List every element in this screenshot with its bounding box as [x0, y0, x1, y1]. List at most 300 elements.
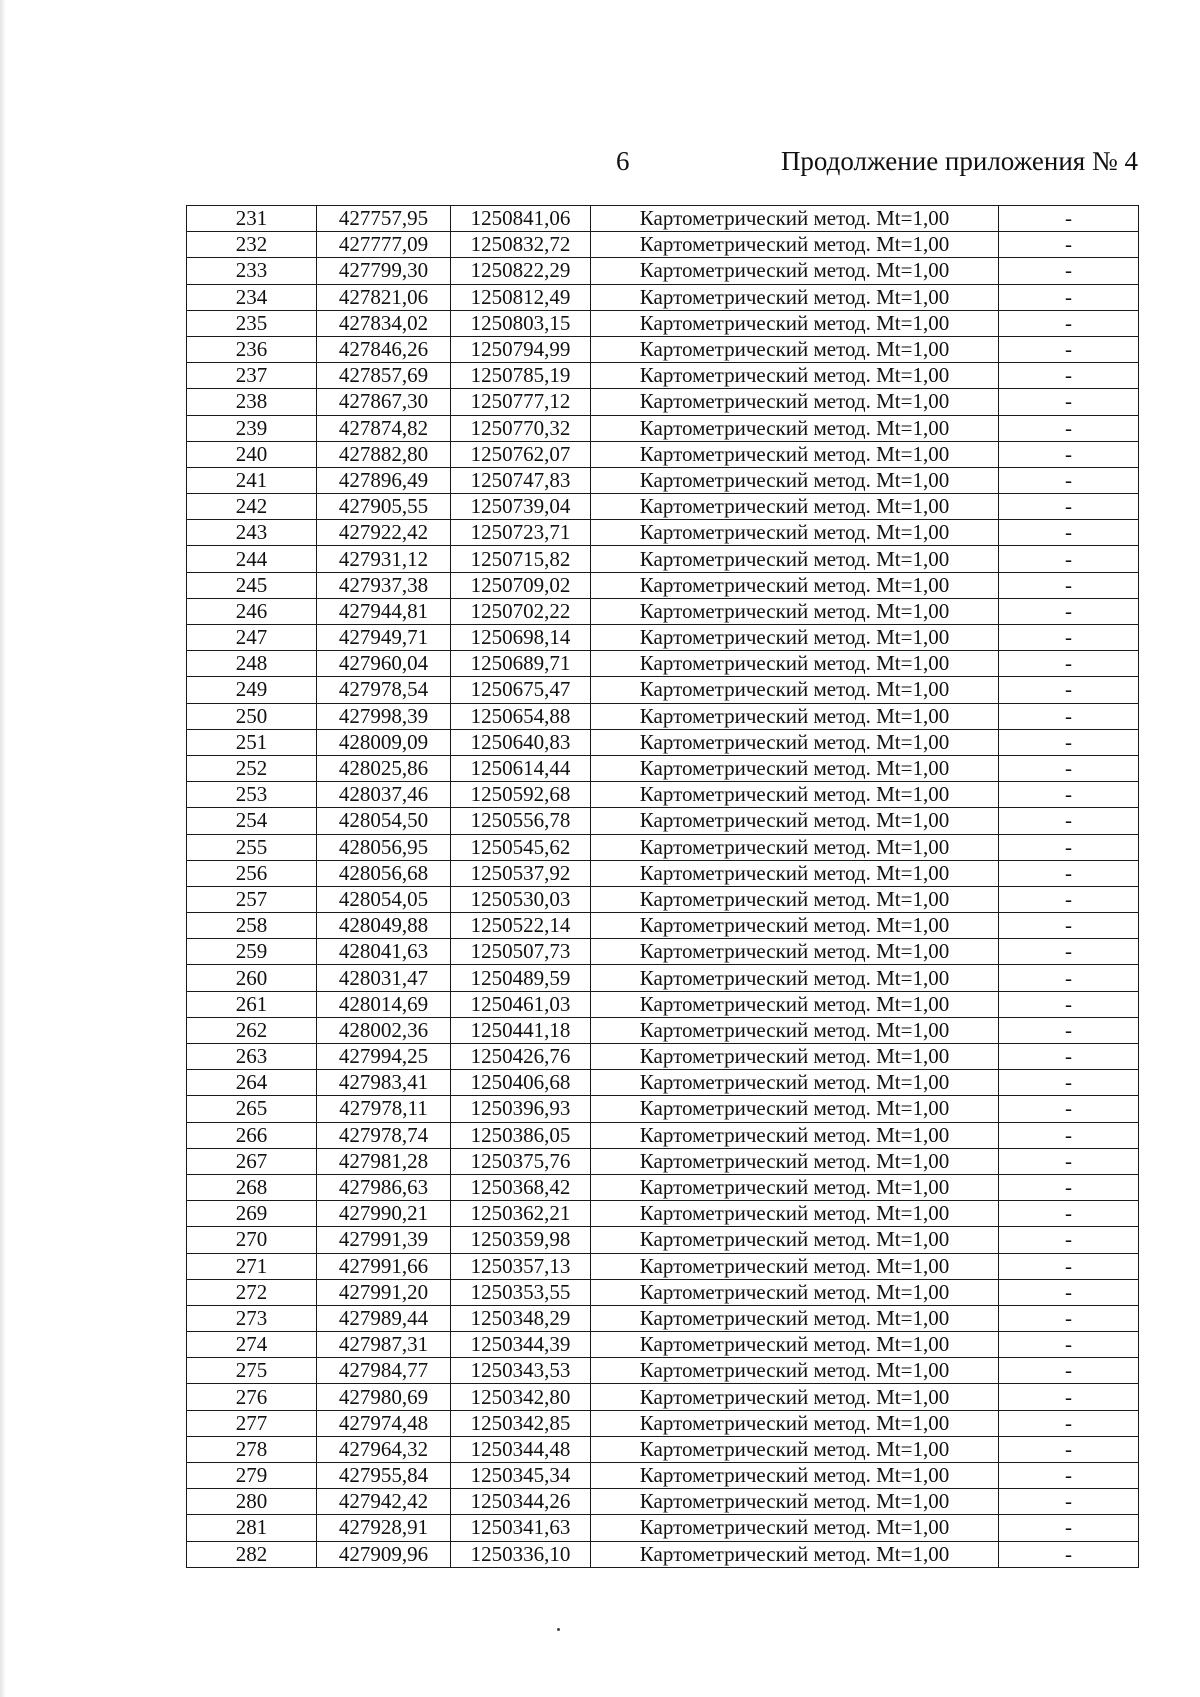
point-number-cell: 246 — [187, 598, 317, 624]
method-cell: Картометрический метод. Mt=1,00 — [591, 310, 999, 336]
point-number-cell: 278 — [187, 1436, 317, 1462]
table-row — [187, 965, 1139, 991]
error-cell: - — [999, 677, 1139, 703]
point-number-cell: 265 — [187, 1096, 317, 1122]
method-cell: Картометрический метод. Mt=1,00 — [591, 1410, 999, 1436]
point-number-cell: 236 — [187, 336, 317, 362]
y-coordinate-cell: 1250489,59 — [451, 965, 591, 991]
y-coordinate-cell: 1250785,19 — [451, 363, 591, 389]
y-coordinate-cell: 1250461,03 — [451, 991, 591, 1017]
point-number-cell: 266 — [187, 1122, 317, 1148]
table-row — [187, 1410, 1139, 1436]
method-cell: Картометрический метод. Mt=1,00 — [591, 1384, 999, 1410]
error-cell: - — [999, 1148, 1139, 1174]
table-row — [187, 1384, 1139, 1410]
x-coordinate-cell: 428054,50 — [317, 808, 451, 834]
point-number-cell: 253 — [187, 782, 317, 808]
y-coordinate-cell: 1250357,13 — [451, 1253, 591, 1279]
method-cell: Картометрический метод. Mt=1,00 — [591, 651, 999, 677]
x-coordinate-cell: 427978,11 — [317, 1096, 451, 1122]
point-number-cell: 258 — [187, 913, 317, 939]
x-coordinate-cell: 427991,66 — [317, 1253, 451, 1279]
x-coordinate-cell: 428014,69 — [317, 991, 451, 1017]
point-number-cell: 239 — [187, 415, 317, 441]
table-row — [187, 1017, 1139, 1043]
table-row — [187, 1253, 1139, 1279]
y-coordinate-cell: 1250522,14 — [451, 913, 591, 939]
method-cell: Картометрический метод. Mt=1,00 — [591, 1305, 999, 1331]
method-cell: Картометрический метод. Mt=1,00 — [591, 441, 999, 467]
y-coordinate-cell: 1250640,83 — [451, 729, 591, 755]
y-coordinate-cell: 1250794,99 — [451, 336, 591, 362]
error-cell: - — [999, 1201, 1139, 1227]
point-number-cell: 240 — [187, 441, 317, 467]
point-number-cell: 241 — [187, 467, 317, 493]
error-cell: - — [999, 1332, 1139, 1358]
method-cell: Картометрический метод. Mt=1,00 — [591, 1541, 999, 1567]
error-cell: - — [999, 1044, 1139, 1070]
table-row — [187, 206, 1139, 232]
method-cell: Картометрический метод. Mt=1,00 — [591, 939, 999, 965]
table-row — [187, 520, 1139, 546]
error-cell: - — [999, 1410, 1139, 1436]
error-cell: - — [999, 467, 1139, 493]
x-coordinate-cell: 428049,88 — [317, 913, 451, 939]
error-cell: - — [999, 389, 1139, 415]
error-cell: - — [999, 1358, 1139, 1384]
error-cell: - — [999, 415, 1139, 441]
error-cell: - — [999, 284, 1139, 310]
y-coordinate-cell: 1250342,80 — [451, 1384, 591, 1410]
x-coordinate-cell: 427989,44 — [317, 1305, 451, 1331]
error-cell: - — [999, 965, 1139, 991]
y-coordinate-cell: 1250777,12 — [451, 389, 591, 415]
method-cell: Картометрический метод. Mt=1,00 — [591, 965, 999, 991]
table-row — [187, 415, 1139, 441]
error-cell: - — [999, 991, 1139, 1017]
point-number-cell: 269 — [187, 1201, 317, 1227]
y-coordinate-cell: 1250344,48 — [451, 1436, 591, 1462]
point-number-cell: 267 — [187, 1148, 317, 1174]
point-number-cell: 262 — [187, 1017, 317, 1043]
point-number-cell: 270 — [187, 1227, 317, 1253]
point-number-cell: 260 — [187, 965, 317, 991]
method-cell: Картометрический метод. Mt=1,00 — [591, 625, 999, 651]
method-cell: Картометрический метод. Mt=1,00 — [591, 546, 999, 572]
x-coordinate-cell: 427882,80 — [317, 441, 451, 467]
error-cell: - — [999, 1384, 1139, 1410]
method-cell: Картометрический метод. Mt=1,00 — [591, 1358, 999, 1384]
y-coordinate-cell: 1250345,34 — [451, 1463, 591, 1489]
method-cell: Картометрический метод. Mt=1,00 — [591, 1070, 999, 1096]
table-row — [187, 1044, 1139, 1070]
error-cell: - — [999, 1436, 1139, 1462]
table-row — [187, 729, 1139, 755]
method-cell: Картометрический метод. Mt=1,00 — [591, 886, 999, 912]
y-coordinate-cell: 1250556,78 — [451, 808, 591, 834]
method-cell: Картометрический метод. Mt=1,00 — [591, 860, 999, 886]
table-row — [187, 467, 1139, 493]
y-coordinate-cell: 1250675,47 — [451, 677, 591, 703]
x-coordinate-cell: 427990,21 — [317, 1201, 451, 1227]
y-coordinate-cell: 1250762,07 — [451, 441, 591, 467]
table-row — [187, 860, 1139, 886]
x-coordinate-cell: 427942,42 — [317, 1489, 451, 1515]
y-coordinate-cell: 1250342,85 — [451, 1410, 591, 1436]
y-coordinate-cell: 1250386,05 — [451, 1122, 591, 1148]
y-coordinate-cell: 1250336,10 — [451, 1541, 591, 1567]
point-number-cell: 256 — [187, 860, 317, 886]
table-row — [187, 1174, 1139, 1200]
error-cell: - — [999, 703, 1139, 729]
coordinates-table — [186, 205, 1139, 1568]
y-coordinate-cell: 1250344,39 — [451, 1332, 591, 1358]
error-cell: - — [999, 232, 1139, 258]
y-coordinate-cell: 1250343,53 — [451, 1358, 591, 1384]
error-cell: - — [999, 1489, 1139, 1515]
x-coordinate-cell: 427757,95 — [317, 206, 451, 232]
x-coordinate-cell: 427994,25 — [317, 1044, 451, 1070]
y-coordinate-cell: 1250709,02 — [451, 572, 591, 598]
y-coordinate-cell: 1250803,15 — [451, 310, 591, 336]
table-row — [187, 310, 1139, 336]
point-number-cell: 249 — [187, 677, 317, 703]
y-coordinate-cell: 1250344,26 — [451, 1489, 591, 1515]
y-coordinate-cell: 1250545,62 — [451, 834, 591, 860]
method-cell: Картометрический метод. Mt=1,00 — [591, 1096, 999, 1122]
point-number-cell: 271 — [187, 1253, 317, 1279]
x-coordinate-cell: 427922,42 — [317, 520, 451, 546]
y-coordinate-cell: 1250841,06 — [451, 206, 591, 232]
error-cell: - — [999, 520, 1139, 546]
table-row — [187, 284, 1139, 310]
point-number-cell: 242 — [187, 494, 317, 520]
table-row — [187, 1070, 1139, 1096]
error-cell: - — [999, 1515, 1139, 1541]
table-row — [187, 1489, 1139, 1515]
point-number-cell: 244 — [187, 546, 317, 572]
method-cell: Картометрический метод. Mt=1,00 — [591, 520, 999, 546]
error-cell: - — [999, 886, 1139, 912]
table-row — [187, 441, 1139, 467]
x-coordinate-cell: 428002,36 — [317, 1017, 451, 1043]
error-cell: - — [999, 1096, 1139, 1122]
x-coordinate-cell: 427960,04 — [317, 651, 451, 677]
point-number-cell: 263 — [187, 1044, 317, 1070]
y-coordinate-cell: 1250530,03 — [451, 886, 591, 912]
method-cell: Картометрический метод. Mt=1,00 — [591, 206, 999, 232]
table-row — [187, 1515, 1139, 1541]
x-coordinate-cell: 427928,91 — [317, 1515, 451, 1541]
point-number-cell: 231 — [187, 206, 317, 232]
point-number-cell: 237 — [187, 363, 317, 389]
table-row — [187, 572, 1139, 598]
error-cell: - — [999, 1227, 1139, 1253]
x-coordinate-cell: 428031,47 — [317, 965, 451, 991]
method-cell: Картометрический метод. Mt=1,00 — [591, 598, 999, 624]
page-caption: Продолжение приложения № 4 — [780, 146, 1138, 176]
error-cell: - — [999, 258, 1139, 284]
y-coordinate-cell: 1250715,82 — [451, 546, 591, 572]
error-cell: - — [999, 363, 1139, 389]
x-coordinate-cell: 427821,06 — [317, 284, 451, 310]
method-cell: Картометрический метод. Mt=1,00 — [591, 782, 999, 808]
error-cell: - — [999, 598, 1139, 624]
x-coordinate-cell: 428056,95 — [317, 834, 451, 860]
table-row — [187, 703, 1139, 729]
error-cell: - — [999, 1541, 1139, 1567]
error-cell: - — [999, 572, 1139, 598]
table-row — [187, 258, 1139, 284]
y-coordinate-cell: 1250537,92 — [451, 860, 591, 886]
error-cell: - — [999, 494, 1139, 520]
table-row — [187, 677, 1139, 703]
error-cell: - — [999, 206, 1139, 232]
method-cell: Картометрический метод. Mt=1,00 — [591, 1279, 999, 1305]
method-cell: Картометрический метод. Mt=1,00 — [591, 572, 999, 598]
y-coordinate-cell: 1250747,83 — [451, 467, 591, 493]
error-cell: - — [999, 1463, 1139, 1489]
method-cell: Картометрический метод. Mt=1,00 — [591, 913, 999, 939]
y-coordinate-cell: 1250822,29 — [451, 258, 591, 284]
y-coordinate-cell: 1250406,68 — [451, 1070, 591, 1096]
method-cell: Картометрический метод. Mt=1,00 — [591, 1463, 999, 1489]
error-cell: - — [999, 310, 1139, 336]
y-coordinate-cell: 1250592,68 — [451, 782, 591, 808]
scan-edge-shadow — [0, 0, 6, 1697]
point-number-cell: 248 — [187, 651, 317, 677]
point-number-cell: 273 — [187, 1305, 317, 1331]
point-number-cell: 274 — [187, 1332, 317, 1358]
y-coordinate-cell: 1250689,71 — [451, 651, 591, 677]
x-coordinate-cell: 427984,77 — [317, 1358, 451, 1384]
point-number-cell: 276 — [187, 1384, 317, 1410]
error-cell: - — [999, 651, 1139, 677]
error-cell: - — [999, 1017, 1139, 1043]
method-cell: Картометрический метод. Mt=1,00 — [591, 1122, 999, 1148]
method-cell: Картометрический метод. Mt=1,00 — [591, 258, 999, 284]
method-cell: Картометрический метод. Mt=1,00 — [591, 389, 999, 415]
table-row — [187, 1201, 1139, 1227]
x-coordinate-cell: 428037,46 — [317, 782, 451, 808]
method-cell: Картометрический метод. Mt=1,00 — [591, 808, 999, 834]
point-number-cell: 245 — [187, 572, 317, 598]
table-row — [187, 494, 1139, 520]
y-coordinate-cell: 1250614,44 — [451, 755, 591, 781]
point-number-cell: 257 — [187, 886, 317, 912]
error-cell: - — [999, 1305, 1139, 1331]
table-row — [187, 1332, 1139, 1358]
x-coordinate-cell: 427905,55 — [317, 494, 451, 520]
x-coordinate-cell: 428041,63 — [317, 939, 451, 965]
error-cell: - — [999, 808, 1139, 834]
method-cell: Картометрический метод. Mt=1,00 — [591, 677, 999, 703]
method-cell: Картометрический метод. Mt=1,00 — [591, 1332, 999, 1358]
table-row — [187, 336, 1139, 362]
y-coordinate-cell: 1250770,32 — [451, 415, 591, 441]
x-coordinate-cell: 427991,39 — [317, 1227, 451, 1253]
y-coordinate-cell: 1250723,71 — [451, 520, 591, 546]
table-row — [187, 232, 1139, 258]
method-cell: Картометрический метод. Mt=1,00 — [591, 1253, 999, 1279]
table-row — [187, 1436, 1139, 1462]
x-coordinate-cell: 427799,30 — [317, 258, 451, 284]
method-cell: Картометрический метод. Mt=1,00 — [591, 1436, 999, 1462]
x-coordinate-cell: 427834,02 — [317, 310, 451, 336]
y-coordinate-cell: 1250353,55 — [451, 1279, 591, 1305]
x-coordinate-cell: 427955,84 — [317, 1463, 451, 1489]
table-row — [187, 1541, 1139, 1567]
x-coordinate-cell: 427857,69 — [317, 363, 451, 389]
table-row — [187, 755, 1139, 781]
y-coordinate-cell: 1250832,72 — [451, 232, 591, 258]
table-row — [187, 1305, 1139, 1331]
method-cell: Картометрический метод. Mt=1,00 — [591, 363, 999, 389]
method-cell: Картометрический метод. Mt=1,00 — [591, 703, 999, 729]
point-number-cell: 251 — [187, 729, 317, 755]
table-row — [187, 991, 1139, 1017]
x-coordinate-cell: 427896,49 — [317, 467, 451, 493]
table-row — [187, 1122, 1139, 1148]
x-coordinate-cell: 427991,20 — [317, 1279, 451, 1305]
table-row — [187, 625, 1139, 651]
method-cell: Картометрический метод. Mt=1,00 — [591, 1489, 999, 1515]
x-coordinate-cell: 427937,38 — [317, 572, 451, 598]
y-coordinate-cell: 1250739,04 — [451, 494, 591, 520]
method-cell: Картометрический метод. Mt=1,00 — [591, 834, 999, 860]
table-row — [187, 1463, 1139, 1489]
table-row — [187, 939, 1139, 965]
point-number-cell: 234 — [187, 284, 317, 310]
x-coordinate-cell: 427978,54 — [317, 677, 451, 703]
table-row — [187, 886, 1139, 912]
error-cell: - — [999, 834, 1139, 860]
x-coordinate-cell: 427777,09 — [317, 232, 451, 258]
y-coordinate-cell: 1250702,22 — [451, 598, 591, 624]
point-number-cell: 233 — [187, 258, 317, 284]
table-row — [187, 808, 1139, 834]
x-coordinate-cell: 427874,82 — [317, 415, 451, 441]
method-cell: Картометрический метод. Mt=1,00 — [591, 467, 999, 493]
method-cell: Картометрический метод. Mt=1,00 — [591, 494, 999, 520]
method-cell: Картометрический метод. Mt=1,00 — [591, 1227, 999, 1253]
coordinates-table-body — [187, 206, 1139, 1568]
table-row — [187, 389, 1139, 415]
table-row — [187, 1148, 1139, 1174]
table-row — [187, 363, 1139, 389]
x-coordinate-cell: 427974,48 — [317, 1410, 451, 1436]
x-coordinate-cell: 427986,63 — [317, 1174, 451, 1200]
method-cell: Картометрический метод. Mt=1,00 — [591, 1515, 999, 1541]
point-number-cell: 279 — [187, 1463, 317, 1489]
method-cell: Картометрический метод. Mt=1,00 — [591, 232, 999, 258]
method-cell: Картометрический метод. Mt=1,00 — [591, 1201, 999, 1227]
point-number-cell: 268 — [187, 1174, 317, 1200]
error-cell: - — [999, 1122, 1139, 1148]
error-cell: - — [999, 755, 1139, 781]
point-number-cell: 275 — [187, 1358, 317, 1384]
y-coordinate-cell: 1250362,21 — [451, 1201, 591, 1227]
method-cell: Картометрический метод. Mt=1,00 — [591, 284, 999, 310]
page-number: 6 — [616, 146, 630, 176]
x-coordinate-cell: 427867,30 — [317, 389, 451, 415]
point-number-cell: 255 — [187, 834, 317, 860]
point-number-cell: 281 — [187, 1515, 317, 1541]
error-cell: - — [999, 729, 1139, 755]
x-coordinate-cell: 427931,12 — [317, 546, 451, 572]
error-cell: - — [999, 336, 1139, 362]
y-coordinate-cell: 1250375,76 — [451, 1148, 591, 1174]
error-cell: - — [999, 939, 1139, 965]
y-coordinate-cell: 1250698,14 — [451, 625, 591, 651]
point-number-cell: 264 — [187, 1070, 317, 1096]
table-row — [187, 1358, 1139, 1384]
point-number-cell: 250 — [187, 703, 317, 729]
table-row — [187, 1279, 1139, 1305]
x-coordinate-cell: 427981,28 — [317, 1148, 451, 1174]
point-number-cell: 277 — [187, 1410, 317, 1436]
point-number-cell: 280 — [187, 1489, 317, 1515]
y-coordinate-cell: 1250348,29 — [451, 1305, 591, 1331]
y-coordinate-cell: 1250396,93 — [451, 1096, 591, 1122]
x-coordinate-cell: 428054,05 — [317, 886, 451, 912]
error-cell: - — [999, 1253, 1139, 1279]
error-cell: - — [999, 1279, 1139, 1305]
x-coordinate-cell: 427980,69 — [317, 1384, 451, 1410]
point-number-cell: 238 — [187, 389, 317, 415]
point-number-cell: 272 — [187, 1279, 317, 1305]
y-coordinate-cell: 1250368,42 — [451, 1174, 591, 1200]
y-coordinate-cell: 1250812,49 — [451, 284, 591, 310]
point-number-cell: 254 — [187, 808, 317, 834]
point-number-cell: 259 — [187, 939, 317, 965]
y-coordinate-cell: 1250341,63 — [451, 1515, 591, 1541]
x-coordinate-cell: 427983,41 — [317, 1070, 451, 1096]
point-number-cell: 252 — [187, 755, 317, 781]
method-cell: Картометрический метод. Mt=1,00 — [591, 1017, 999, 1043]
error-cell: - — [999, 546, 1139, 572]
method-cell: Картометрический метод. Mt=1,00 — [591, 729, 999, 755]
x-coordinate-cell: 427987,31 — [317, 1332, 451, 1358]
point-number-cell: 282 — [187, 1541, 317, 1567]
method-cell: Картометрический метод. Mt=1,00 — [591, 1044, 999, 1070]
table-row — [187, 913, 1139, 939]
error-cell: - — [999, 782, 1139, 808]
x-coordinate-cell: 428009,09 — [317, 729, 451, 755]
table-row — [187, 651, 1139, 677]
table-row — [187, 546, 1139, 572]
point-number-cell: 243 — [187, 520, 317, 546]
x-coordinate-cell: 427846,26 — [317, 336, 451, 362]
error-cell: - — [999, 1070, 1139, 1096]
point-number-cell: 261 — [187, 991, 317, 1017]
error-cell: - — [999, 625, 1139, 651]
x-coordinate-cell: 427944,81 — [317, 598, 451, 624]
y-coordinate-cell: 1250507,73 — [451, 939, 591, 965]
x-coordinate-cell: 427949,71 — [317, 625, 451, 651]
y-coordinate-cell: 1250441,18 — [451, 1017, 591, 1043]
table-row — [187, 1227, 1139, 1253]
x-coordinate-cell: 427909,96 — [317, 1541, 451, 1567]
error-cell: - — [999, 441, 1139, 467]
x-coordinate-cell: 428025,86 — [317, 755, 451, 781]
x-coordinate-cell: 428056,68 — [317, 860, 451, 886]
point-number-cell: 247 — [187, 625, 317, 651]
error-cell: - — [999, 913, 1139, 939]
method-cell: Картометрический метод. Mt=1,00 — [591, 336, 999, 362]
table-row — [187, 1096, 1139, 1122]
method-cell: Картометрический метод. Mt=1,00 — [591, 415, 999, 441]
